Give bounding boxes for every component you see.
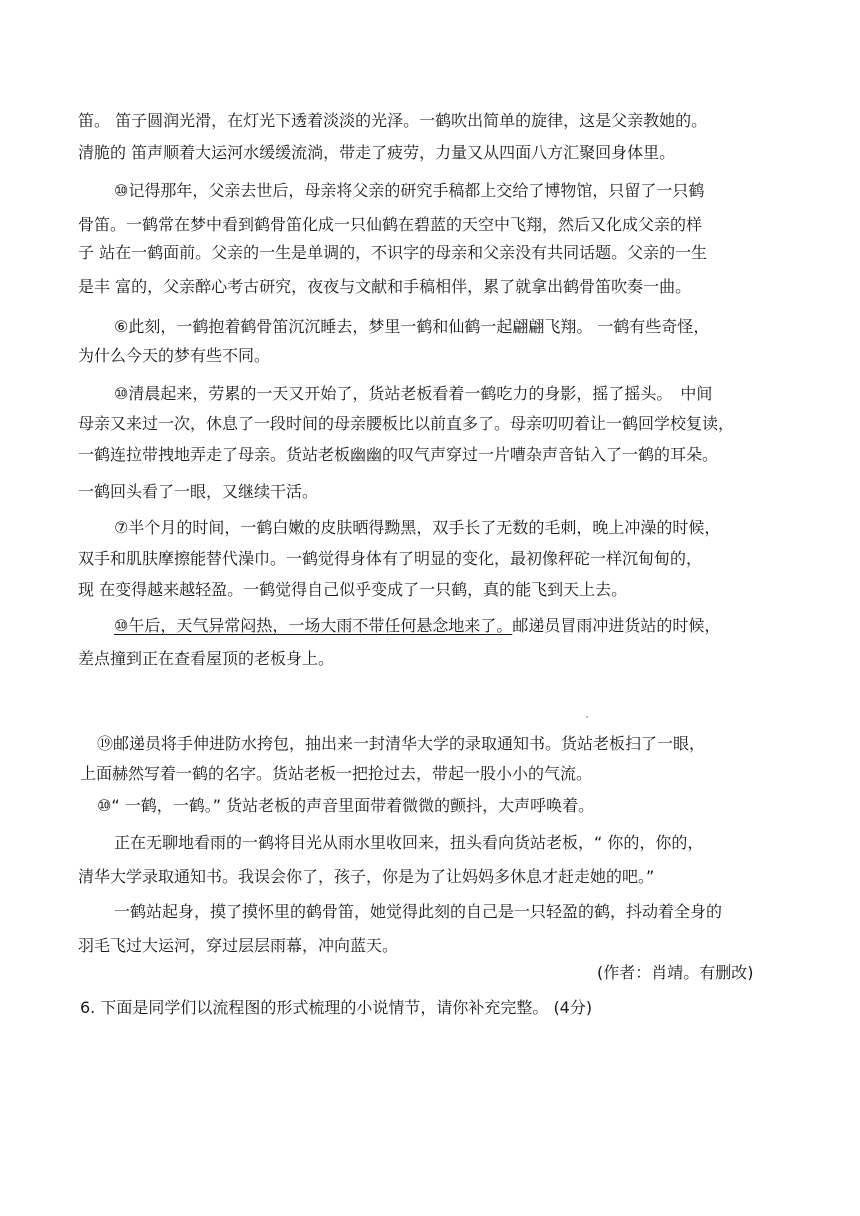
text-line: ⑩“ 一鹤，一鹤。” 货站老板的声音里面带着微微的颤抖，大声呼唤着。	[97, 796, 595, 815]
text-line: 母亲又来过一次，休息了一段时间的母亲腰板比以前直多了。母亲叨叨着让一鹤回学校复读，	[78, 414, 735, 433]
text-line: 上面赫然写着一鹤的名字。货站老板一把抢过去，带起一股小小的气流。	[80, 764, 593, 783]
text-line	[114, 615, 720, 637]
text-span: 邮递员冒雨冲进货站的时候，	[512, 616, 721, 635]
text-line: 一鹤回头看了一眼，又继续干活。	[78, 482, 319, 501]
text-line: ⑩清晨起来，劳累的一天又开始了，货站老板看着一鹤吃力的身影，摇了摇头。 中间	[114, 384, 713, 403]
text-line: 一鹤站起身，摸了摸怀里的鹤骨笛，她觉得此刻的自己是一只轻盈的鹤，抖动着全身的	[114, 902, 723, 921]
text-line: 羽毛飞过大运河，穿过层层雨幕，冲向蓝天。	[78, 936, 399, 955]
text-line: ⑦半个月的时间，一鹤白嫩的皮肤晒得黝黑，双手长了无数的毛刺，晚上冲澡的时候，	[114, 518, 721, 537]
text-line: 为什么今天的梦有些不同。	[78, 346, 271, 365]
text-line: 清脆的 笛声顺着大运河水缓缓流淌，带走了疲劳，力量又从四面八方汇聚回身体里。	[78, 143, 676, 162]
text-line: ⑩记得那年，父亲去世后，母亲将父亲的研究手稿都上交给了博物馆，只留了一只鹤	[114, 181, 705, 200]
text-line: 清华大学录取通知书。我误会你了，孩子，你是为了让妈妈多休息才赶走她的吧。”	[78, 867, 655, 886]
text-line: ⑲邮递员将手伸进防水挎包，抽出来一封清华大学的录取通知书。货站老板扫了一眼，	[97, 734, 706, 753]
text-line: 笛。 笛子圆润光滑，在灯光下透着淡淡的光泽。一鹤吹出简单的旋律，这是父亲教她的。	[78, 111, 708, 130]
text-line: ⑥此刻，一鹤抱着鹤骨笛沉沉睡去，梦里一鹤和仙鹤一起翩翩飞翔。 一鹤有些奇怪，	[114, 317, 710, 336]
text-line: 是丰 富的，父亲醉心考古研究，夜夜与文献和手稿相伴，累了就拿出鹤骨笛吹奏一曲。	[78, 277, 692, 296]
scan-speck	[586, 716, 588, 718]
question-6: 6. 下面是同学们以流程图的形式梳理的小说情节，请你补充完整。 (4分)	[80, 998, 593, 1017]
attribution: (作者：肖靖。有删改)	[597, 963, 754, 982]
text-line: 正在无聊地看雨的一鹤将目光从雨水里收回来，扭头看向货站老板，“ 你的，你的，	[114, 833, 704, 852]
text-line: 现 在变得越来越轻盈。一鹤觉得自己似乎变成了一只鹤，真的能飞到天上去。	[78, 580, 628, 599]
text-line: 子 站在一鹤面前。父亲的一生是单调的，不识字的母亲和父亲没有共同话题。父亲的一生	[78, 243, 708, 262]
text-line: 骨笛。一鹤常在梦中看到鹤骨笛化成一只仙鹤在碧蓝的天空中飞翔，然后又化成父亲的样	[78, 215, 703, 234]
underlined-sentence: ⑩午后，天气异常闷热，一场大雨不带任何悬念地来了。	[114, 616, 513, 635]
text-line: 差点撞到正在查看屋顶的老板身上。	[78, 649, 335, 668]
text-line: 一鹤连拉带拽地弄走了母亲。货站老板幽幽的叹气声穿过一片嘈杂声音钻入了一鹤的耳朵。	[78, 445, 719, 464]
text-line: 双手和肌肤摩擦能替代澡巾。一鹤觉得身体有了明显的变化，最初像秤砣一样沉甸甸的，	[78, 549, 703, 568]
